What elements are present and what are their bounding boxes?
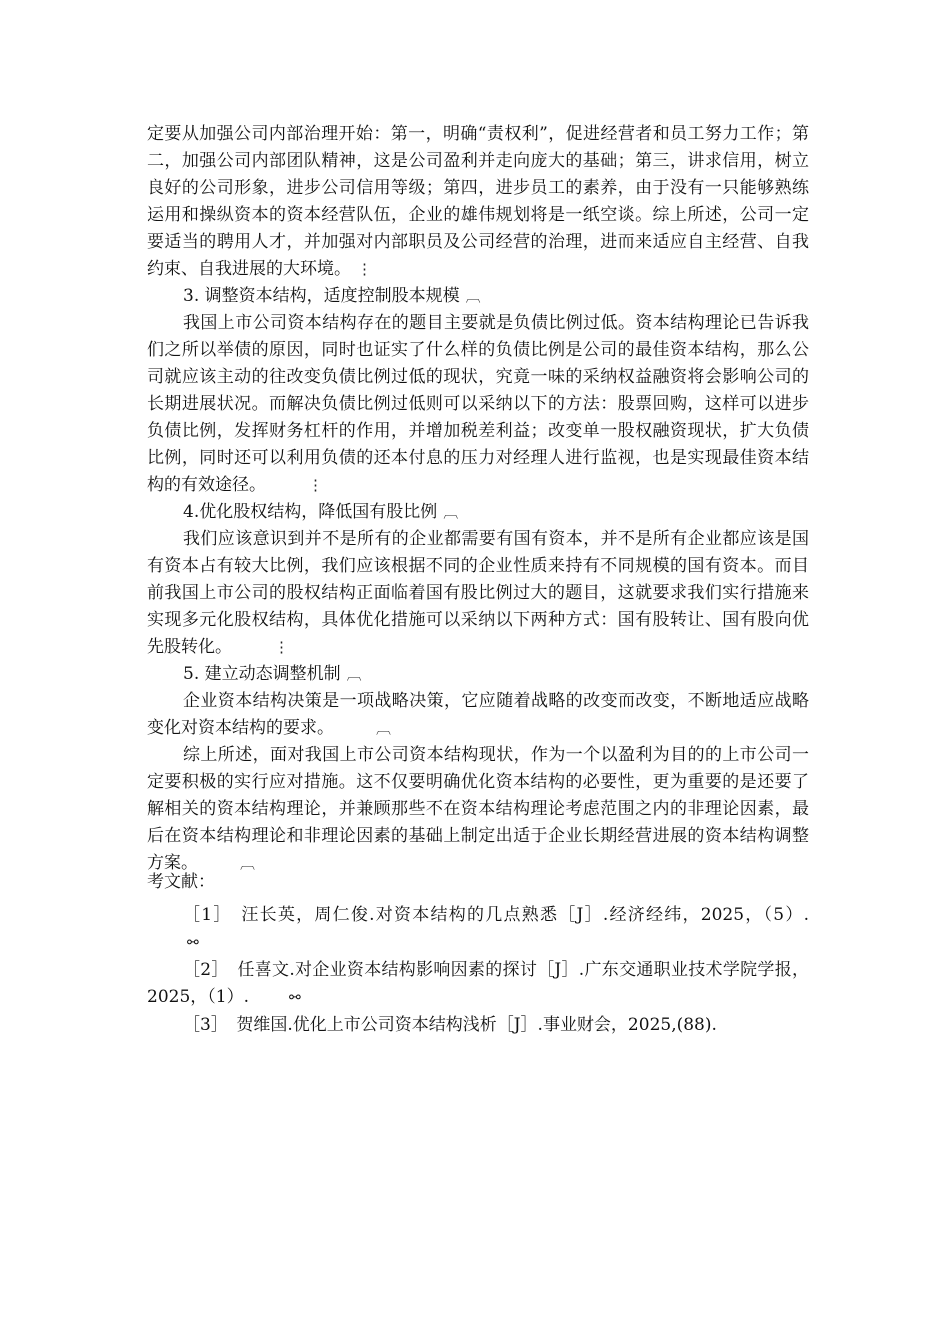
return-mark: ︹ xyxy=(465,287,481,305)
references-section xyxy=(147,869,809,1039)
article-body xyxy=(147,121,809,877)
return-mark: ︹ xyxy=(376,719,392,737)
section-body-3 xyxy=(147,310,809,499)
section-body-5 xyxy=(147,688,809,742)
section-heading-3 xyxy=(147,283,809,310)
conclusion-paragraph xyxy=(147,742,809,877)
reference-item xyxy=(147,957,809,1012)
intro-text: 定要从加强公司内部治理开始：第一，明确“责权利”，促进经营者和员工努力工作；第二，加强公司内部团队精神，这是公司盈利并走向庞大的基础；第三，讲求信用，树立良好的公司形象，进步公司信用等级；第四，进步员工的素养，由于没有一只能够熟练运用和操纵资本的资本经营队伍，企业的雄伟规划将是一纸空谈。综上所述，公司一定要适当的聘用人才，并加强对内部职员及公司经营的治理，进而来适应自主经营、自我约束、自我进展的大环境。 xyxy=(147,124,809,279)
references-title: 考文献： xyxy=(147,872,215,892)
section-heading-4 xyxy=(147,499,809,526)
section-5-title: 5. 建立动态调整机制 xyxy=(183,664,341,684)
reference-text: ［1］ 汪长英，周仁俊.对资本结构的几点熟悉［J］.经济经纬，2025，（5）. xyxy=(183,905,809,925)
return-mark: ︹ xyxy=(346,665,362,683)
section-heading-5 xyxy=(147,661,809,688)
paragraph-mark: ⋮ xyxy=(308,476,323,494)
section-4-text: 我们应该意识到并不是所有的企业都需要有国有资本，并不是所有企业都应该是国有资本占有较大比例，我们应该根据不同的企业性质来持有不同规模的国有资本。而目前我国上市公司的股权结构正面临着国有股比例过大的题目，这就要求我们实行措施来实现多元化股权结构，具体优化措施可以采纳以下两种方式：国有股转让、国有股向优先股转化。 xyxy=(147,529,809,657)
reference-text: ［3］ 贺维国.优化上市公司资本结构浅析［J］.事业财会，2025,(88). xyxy=(183,1015,717,1035)
link-icon[interactable]: ⚯ xyxy=(187,935,199,951)
reference-item xyxy=(147,1012,809,1039)
paragraph-mark: ⋮ xyxy=(357,260,372,278)
reference-item xyxy=(147,902,809,957)
paragraph-mark: ⋮ xyxy=(274,638,289,656)
intro-paragraph xyxy=(147,121,809,283)
section-3-title: 3. 调整资本结构，适度控制股本规模 xyxy=(183,286,460,306)
conclusion-text: 综上所述，面对我国上市公司资本结构现状，作为一个以盈利为目的的上市公司一定要积极的实行应对措施。这不仅要明确优化资本结构的必要性，更为重要的是还要了解相关的资本结构理论，并兼顾那些不在资本结构理论考虑范围之内的非理论因素，最后在资本结构理论和非理论因素的基础上制定出适于企业长期经营进展的资本结构调整方案。 xyxy=(147,745,809,873)
section-3-text: 我国上市公司资本结构存在的题目主要就是负债比例过低。资本结构理论已告诉我们之所以举债的原因，同时也证实了什么样的负债比例是公司的最佳资本结构，那么公司就应该主动的往改变负债比例过低的现状，究竟一味的采纳权益融资将会影响公司的长期进展状况。而解决负债比例过低则可以采纳以下的方法：股票回购，这样可以进步负债比例，发挥财务杠杆的作用，并增加税差利益；改变单一股权融资现状，扩大负债比例，同时还可以利用负债的还本付息的压力对经理人进行监视，也是实现最佳资本结构的有效途径。 xyxy=(147,313,809,495)
return-mark: ︹ xyxy=(240,854,256,872)
section-4-title: 4.优化股权结构，降低国有股比例 xyxy=(183,502,438,522)
section-5-text: 企业资本结构决策是一项战略决策，它应随着战略的改变而改变，不断地适应战略变化对资本结构的要求。 xyxy=(147,691,809,738)
reference-text: ［2］ 任喜文.对企业资本结构影响因素的探讨［J］.广东交通职业技术学院学报，2025，（1）. xyxy=(147,960,809,1007)
return-mark: ︹ xyxy=(443,503,459,521)
link-icon[interactable]: ⚯ xyxy=(288,990,301,1006)
section-body-4 xyxy=(147,526,809,661)
